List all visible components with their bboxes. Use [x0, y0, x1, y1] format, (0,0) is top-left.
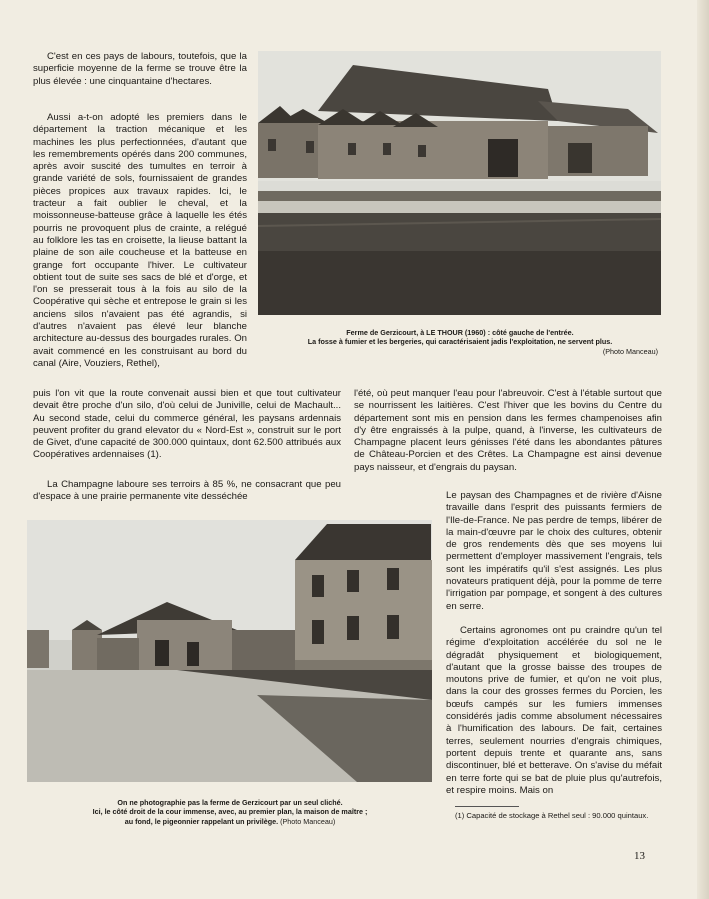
livestock-paragraph: l'été, où peut manquer l'eau pour l'abreuvoir. C'est à l'étable surtout que se nourrissent les laitières. C'est l'hiver que les bovins du Centre du département sont mis en pension dans les fermes champenoises afin d'y être engraissés à la pulpe, quand, à l'inverse, les cultivateurs de Champagne placent leurs génisses l'été dans les abondantes pâtures de Château-Porcien et des Crêtes. La Champagne est ainsi devenue pays naisseur, et d'engrais du paysan. [354, 388, 662, 473]
mechanisation-paragraph-block [33, 112, 247, 370]
top-caption-line-1: Ferme de Gerzicourt, à LE THOUR (1960) : côté gauche de l'entrée. [346, 328, 574, 337]
mechanisation-paragraph-continued [33, 388, 341, 462]
bottom-caption-line-3: au fond, le pigeonnier rappelant un privilège. [124, 816, 279, 826]
footnote-rule [455, 806, 519, 807]
bottom-caption-credit: (Photo Manceau) [280, 816, 336, 826]
farm-photo-right-courtyard [27, 520, 432, 782]
top-caption-credit: (Photo Manceau) [602, 346, 658, 356]
farm-photo-left-entrance [258, 51, 661, 315]
intro-paragraph: C'est en ces pays de labours, toutefois, que la superficie moyenne de la ferme se trouve être la plus élevée : une cinquantaine d'hectares. [33, 51, 247, 87]
bottom-caption-line-2: Ici, le côté droit de la cour immense, avec, au premier plan, la maison de maître ; [92, 807, 368, 817]
left-column-text [33, 51, 247, 88]
top-photo-caption [262, 328, 658, 356]
mechanisation-paragraph-tail: puis l'on vit que la route convenait aussi bien et que tout cultivateur devait être proche d'un silo, d'où celui de Juniville, celui de Machault... Au second stade, celui du commerce général, les paysans ardennais peuvent profiter du grand elevator du « Nord-Est », construit sur le port de Givet, d'une capacité de 300.000 quintaux, dont 62.500 attribués aux Coopératives ardennaises (1). [33, 388, 341, 461]
agronomes-paragraph: Certains agronomes ont pu craindre qu'un tel régime d'exploitation accélérée du sol ne le dégradât physiquement et biologiquement, d'autant que la grosse baisse des troupes de moutons prive de fumier, et qu'on ne voit plus, dans la cour des grosses fermes du Porcien, les bœufs campés sur les fumiers immenses considérés jadis comme absolument nécessaires à l'humification des labours. De fait, certaines terres, seulement nourries d'engrais chimiques, portent depuis trente et quarante ans, sans discontinuer, blé et betterave. On s'avise du méfait en terre forte qui se bat de pluie plus qu'autrefois, et respire moins. Mais on [446, 624, 662, 796]
champagne-paragraph: La Champagne laboure ses terroirs à 85 %, ne consacrant que peu d'espace à une prairie permanente vite desséchée [33, 479, 341, 503]
page-edge [697, 0, 709, 899]
mechanisation-paragraph: Aussi a-t-on adopté les premiers dans le département la traction mécanique et les machines les plus perfectionnées, d'autant que les remembrements opérés dans 200 communes, après avoir suscité des tumultes en terroir à grande variété de sols, fournissaient de grandes pièces propices aux travaux rapides. Ici, le tracteur a fait oublier le cheval, et la moissonneuse-batteuse grâce à laquelle les étés pourris ne provoquent plus de crainte, a relégué au folklore les tas en croisette, la lieuse battant la plaine de son aile coucheuse et la batteuse en grange fort occupante l'hiver. Le cultivateur obtient tout de suite ses sacs de blé et d'orge, et l'on se presserait tous à la fois au silo de la Coopérative qui sèche et entrepose le grain si les anciens silos n'avaient pas été agrandis, si d'autres n'avaient pas élevé leur blanche architecture au-dessus des bourgades rurales. On avait commencé en les construisant au bord du canal (Aire, Vouziers, Rethel), [33, 112, 247, 369]
right-column-text-top [354, 388, 662, 474]
bottom-photo-caption [30, 798, 430, 826]
champagne-paragraph-block [33, 479, 341, 504]
paysan-paragraph: Le paysan des Champagnes et de rivière d'Aisne travaille dans l'esprit des puissants fermiers de l'Ile-de-France. Ne pas perdre de temps, libérer de la main-d'œuvre par le choix des cultures, obtenir de gros rendements dès que ses moyens lui permettent d'employer massivement l'engrais, tels sont les impératifs qu'il s'est assignés. Les plus novateurs pratiquent déjà, pour la pomme de terre l'irrigation par pompage, et songent à des cultures en serre. [446, 490, 662, 612]
bottom-caption-line-1: On ne photographie pas la ferme de Gerzicourt par un seul cliché. [117, 798, 343, 807]
page-number: 13 [634, 850, 645, 862]
right-column-text-bottom [446, 490, 662, 797]
top-caption-line-2: La fosse à fumier et les bergeries, qui caractérisaient jadis l'exploitation, ne servent plus. [307, 337, 613, 347]
footnote: (1) Capacité de stockage à Rethel seul : 90.000 quintaux. [455, 811, 649, 820]
